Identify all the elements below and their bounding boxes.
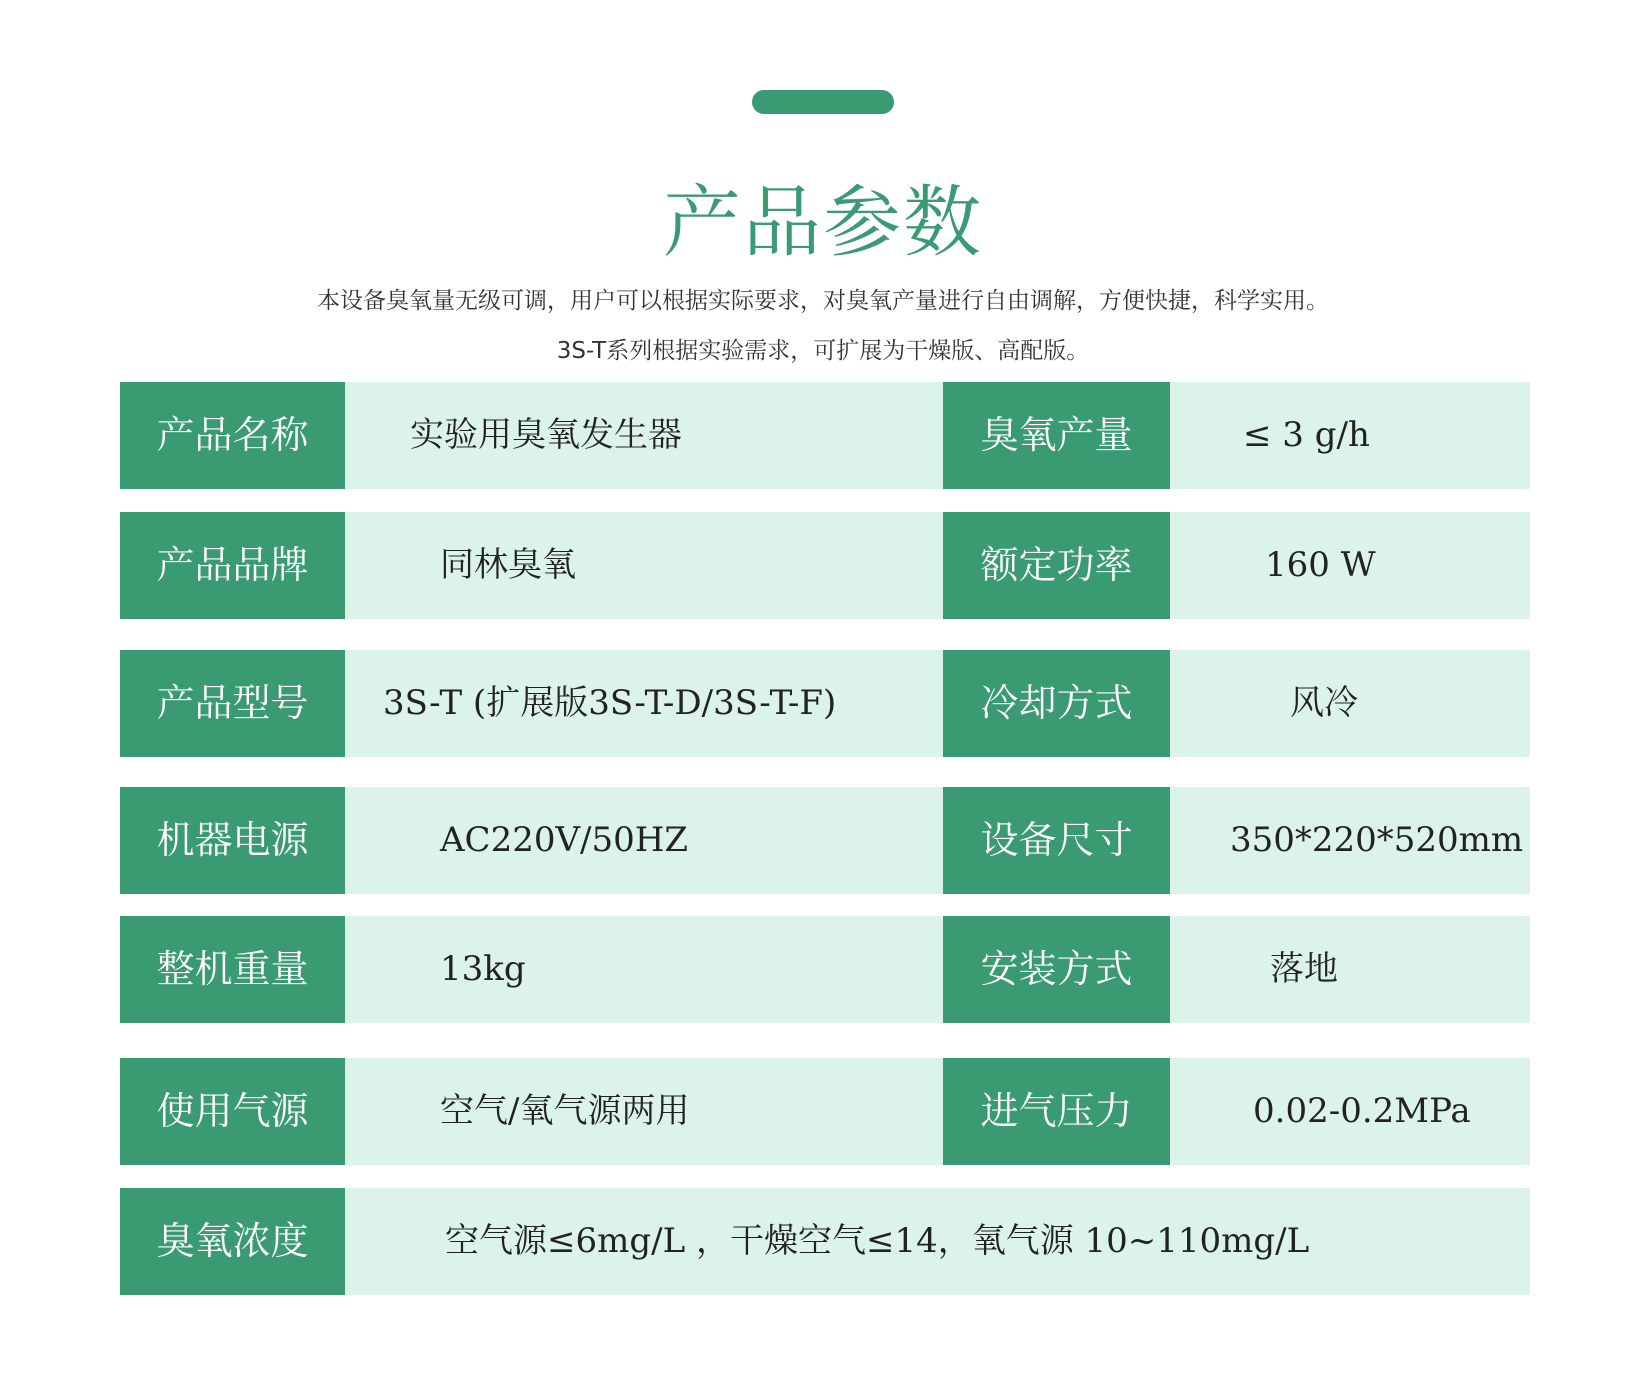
param-value: 落地 xyxy=(1270,949,1338,989)
param-value: 同林臭氧 xyxy=(440,545,576,585)
param-row xyxy=(120,382,1530,489)
param-value: 空气/氧气源两用 xyxy=(440,1091,690,1131)
param-label: 整机重量 xyxy=(120,916,345,1023)
param-value: AC220V/50HZ xyxy=(440,820,689,860)
decorative-pill xyxy=(752,90,894,114)
param-label: 设备尺寸 xyxy=(943,787,1170,894)
param-label: 进气压力 xyxy=(943,1058,1170,1165)
param-label: 产品名称 xyxy=(120,382,345,489)
param-row xyxy=(120,916,1530,1023)
param-label: 额定功率 xyxy=(943,512,1170,619)
param-label: 臭氧产量 xyxy=(943,382,1170,489)
param-value: 空气源≤6mg/L ，干燥空气≤14，氧气源 10~110mg/L xyxy=(445,1221,1310,1261)
param-value: 0.02-0.2MPa xyxy=(1253,1091,1471,1131)
intro-text-line2: 3S-T系列根据实验需求，可扩展为干燥版、高配版。 xyxy=(556,338,1090,364)
param-label: 产品品牌 xyxy=(120,512,345,619)
param-value: 3S-T (扩展版3S-T-D/3S-T-F) xyxy=(383,683,837,723)
param-label: 机器电源 xyxy=(120,787,345,894)
param-label: 产品型号 xyxy=(120,650,345,757)
param-row xyxy=(120,787,1530,894)
param-label: 安装方式 xyxy=(943,916,1170,1023)
param-value: 350*220*520mm xyxy=(1230,820,1524,860)
param-label: 使用气源 xyxy=(120,1058,345,1165)
param-value: 160 W xyxy=(1265,545,1376,585)
param-value: ≤ 3 g/h xyxy=(1243,415,1370,455)
param-value: 风冷 xyxy=(1290,683,1358,723)
param-value: 13kg xyxy=(440,949,526,989)
param-label: 臭氧浓度 xyxy=(120,1188,345,1295)
param-row xyxy=(120,512,1530,619)
param-row xyxy=(120,650,1530,757)
param-row-concentration xyxy=(120,1188,1530,1295)
page-title: 产品参数 xyxy=(662,178,983,268)
param-value: 实验用臭氧发生器 xyxy=(410,415,682,455)
param-row xyxy=(120,1058,1530,1165)
param-label: 冷却方式 xyxy=(943,650,1170,757)
intro-text-line1: 本设备臭氧量无级可调，用户可以根据实际要求，对臭氧产量进行自由调解，方便快捷，科学实用。 xyxy=(317,288,1329,314)
